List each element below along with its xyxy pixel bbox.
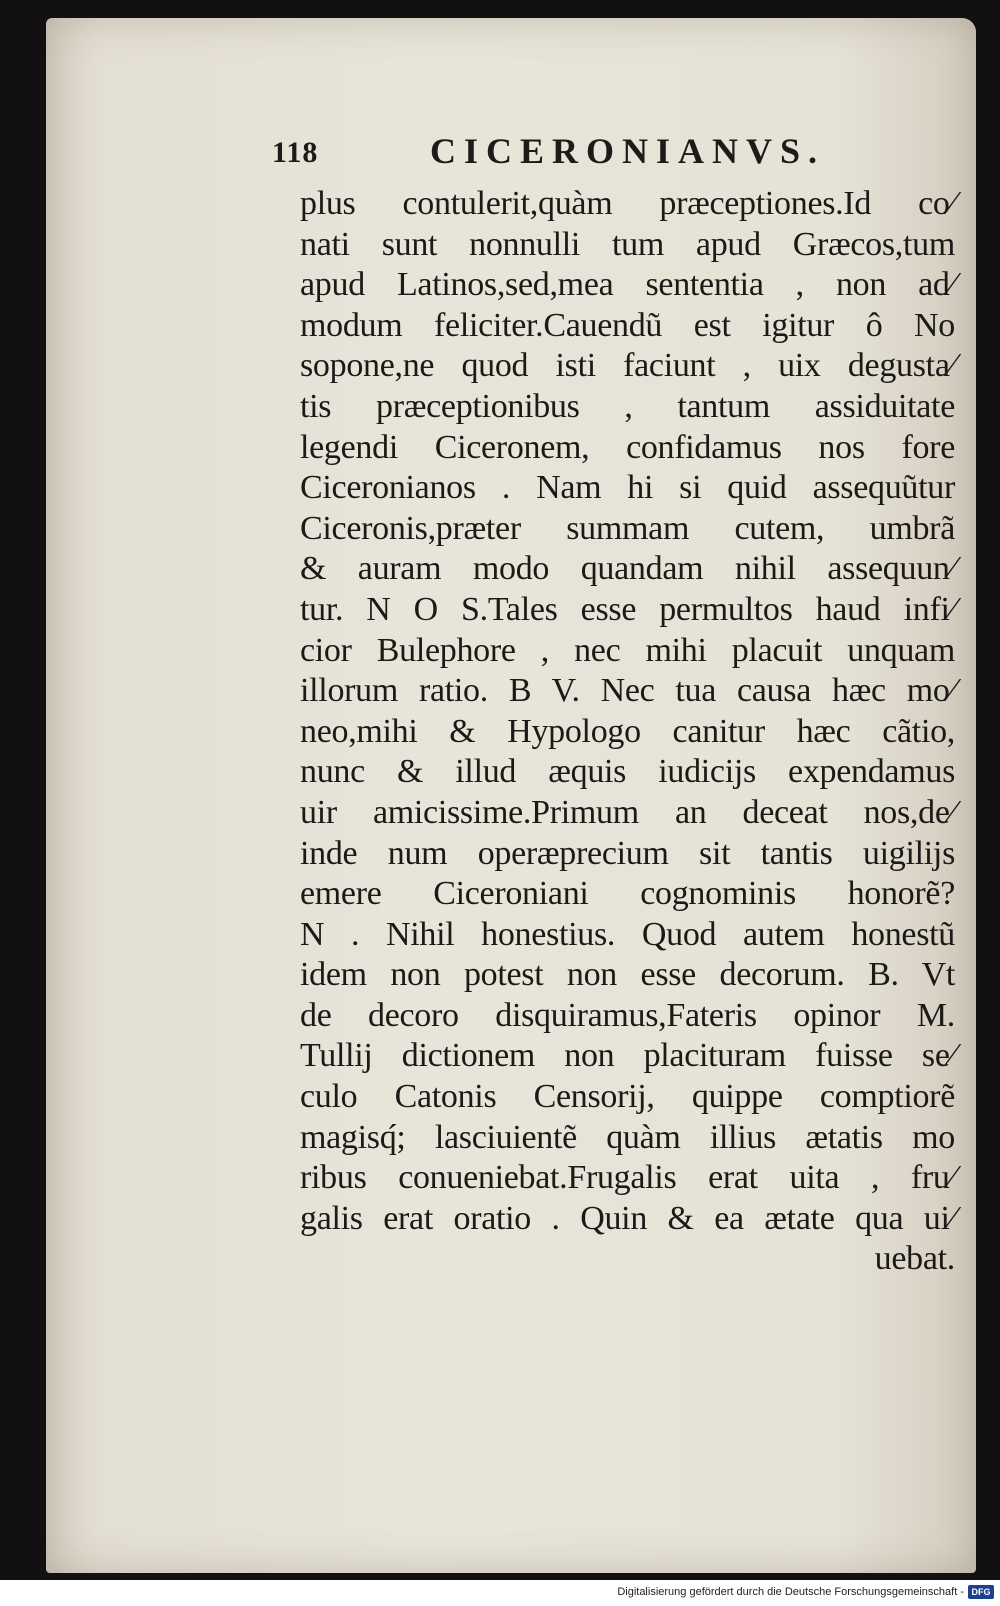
folio-number: 118 <box>272 136 319 169</box>
text-line: illorum ratio. B V. Nec tua causa hæc mo⁄ <box>300 672 955 710</box>
text-block <box>300 184 955 1280</box>
text-line: modum feliciter.Cauendũ est igitur ô No <box>300 306 955 344</box>
text-line: legendi Ciceronem, confidamus nos fore <box>300 428 955 466</box>
text-line: galis erat oratio . Quin & ea ætate qua ui⁄ <box>300 1199 955 1237</box>
text-line: idem non potest non esse decorum. B. Vt <box>300 956 955 994</box>
text-line: & auram modo quandam nihil assequun⁄ <box>300 550 955 588</box>
running-head: CICERONIANVS. <box>430 131 826 171</box>
text-line: de decoro disquiramus,Fateris opinor M. <box>300 996 955 1034</box>
text-line: sopone,ne quod isti faciunt , uix degusta⁄ <box>300 347 955 385</box>
text-line: ribus conueniebat.Frugalis erat uita , fru⁄ <box>300 1159 955 1197</box>
page-header <box>272 130 826 174</box>
text-line: Ciceronis,præter summam cutem, umbrã <box>300 509 955 547</box>
text-line: culo Catonis Censorij, quippe comptiorẽ <box>300 1078 955 1116</box>
text-line: cior Bulephore , nec mihi placuit unquam <box>300 631 955 669</box>
text-line: inde num operæprecium sit tantis uigilijs <box>300 834 955 872</box>
text-line: tur. N O S.Tales esse permultos haud infi⁄ <box>300 590 955 628</box>
footer-bar <box>0 1580 1000 1606</box>
text-line: magisq́; lasciuientẽ quàm illius ætatis mo <box>300 1118 955 1156</box>
text-line: Ciceronianos . Nam hi si quid assequũtur <box>300 469 955 507</box>
text-line: emere Ciceroniani cognominis honorẽ? <box>300 875 955 913</box>
text-line: neo,mihi & Hypologo canitur hæc cãtio, <box>300 712 955 750</box>
text-line: nunc & illud æquis iudicijs expendamus <box>300 753 955 791</box>
text-line: Tullij dictionem non placituram fuisse se⁄ <box>300 1037 955 1075</box>
text-line: tis præceptionibus , tantum assiduitate <box>300 387 955 425</box>
text-line: nati sunt nonnulli tum apud Græcos,tum <box>300 225 955 263</box>
text-line: uebat. <box>874 1240 955 1278</box>
text-line: apud Latinos,sed,mea sententia , non ad⁄ <box>300 266 955 304</box>
text-line: N . Nihil honestius. Quod autem honestũ <box>300 915 955 953</box>
text-line: plus contulerit,quàm præceptiones.Id co⁄ <box>300 185 955 222</box>
dfg-logo: DFG <box>968 1585 994 1599</box>
text-line: uir amicissime.Primum an deceat nos,de⁄ <box>300 793 955 831</box>
funding-credit: Digitalisierung gefördert durch die Deutsche Forschungsgemeinschaft - <box>617 1586 964 1598</box>
